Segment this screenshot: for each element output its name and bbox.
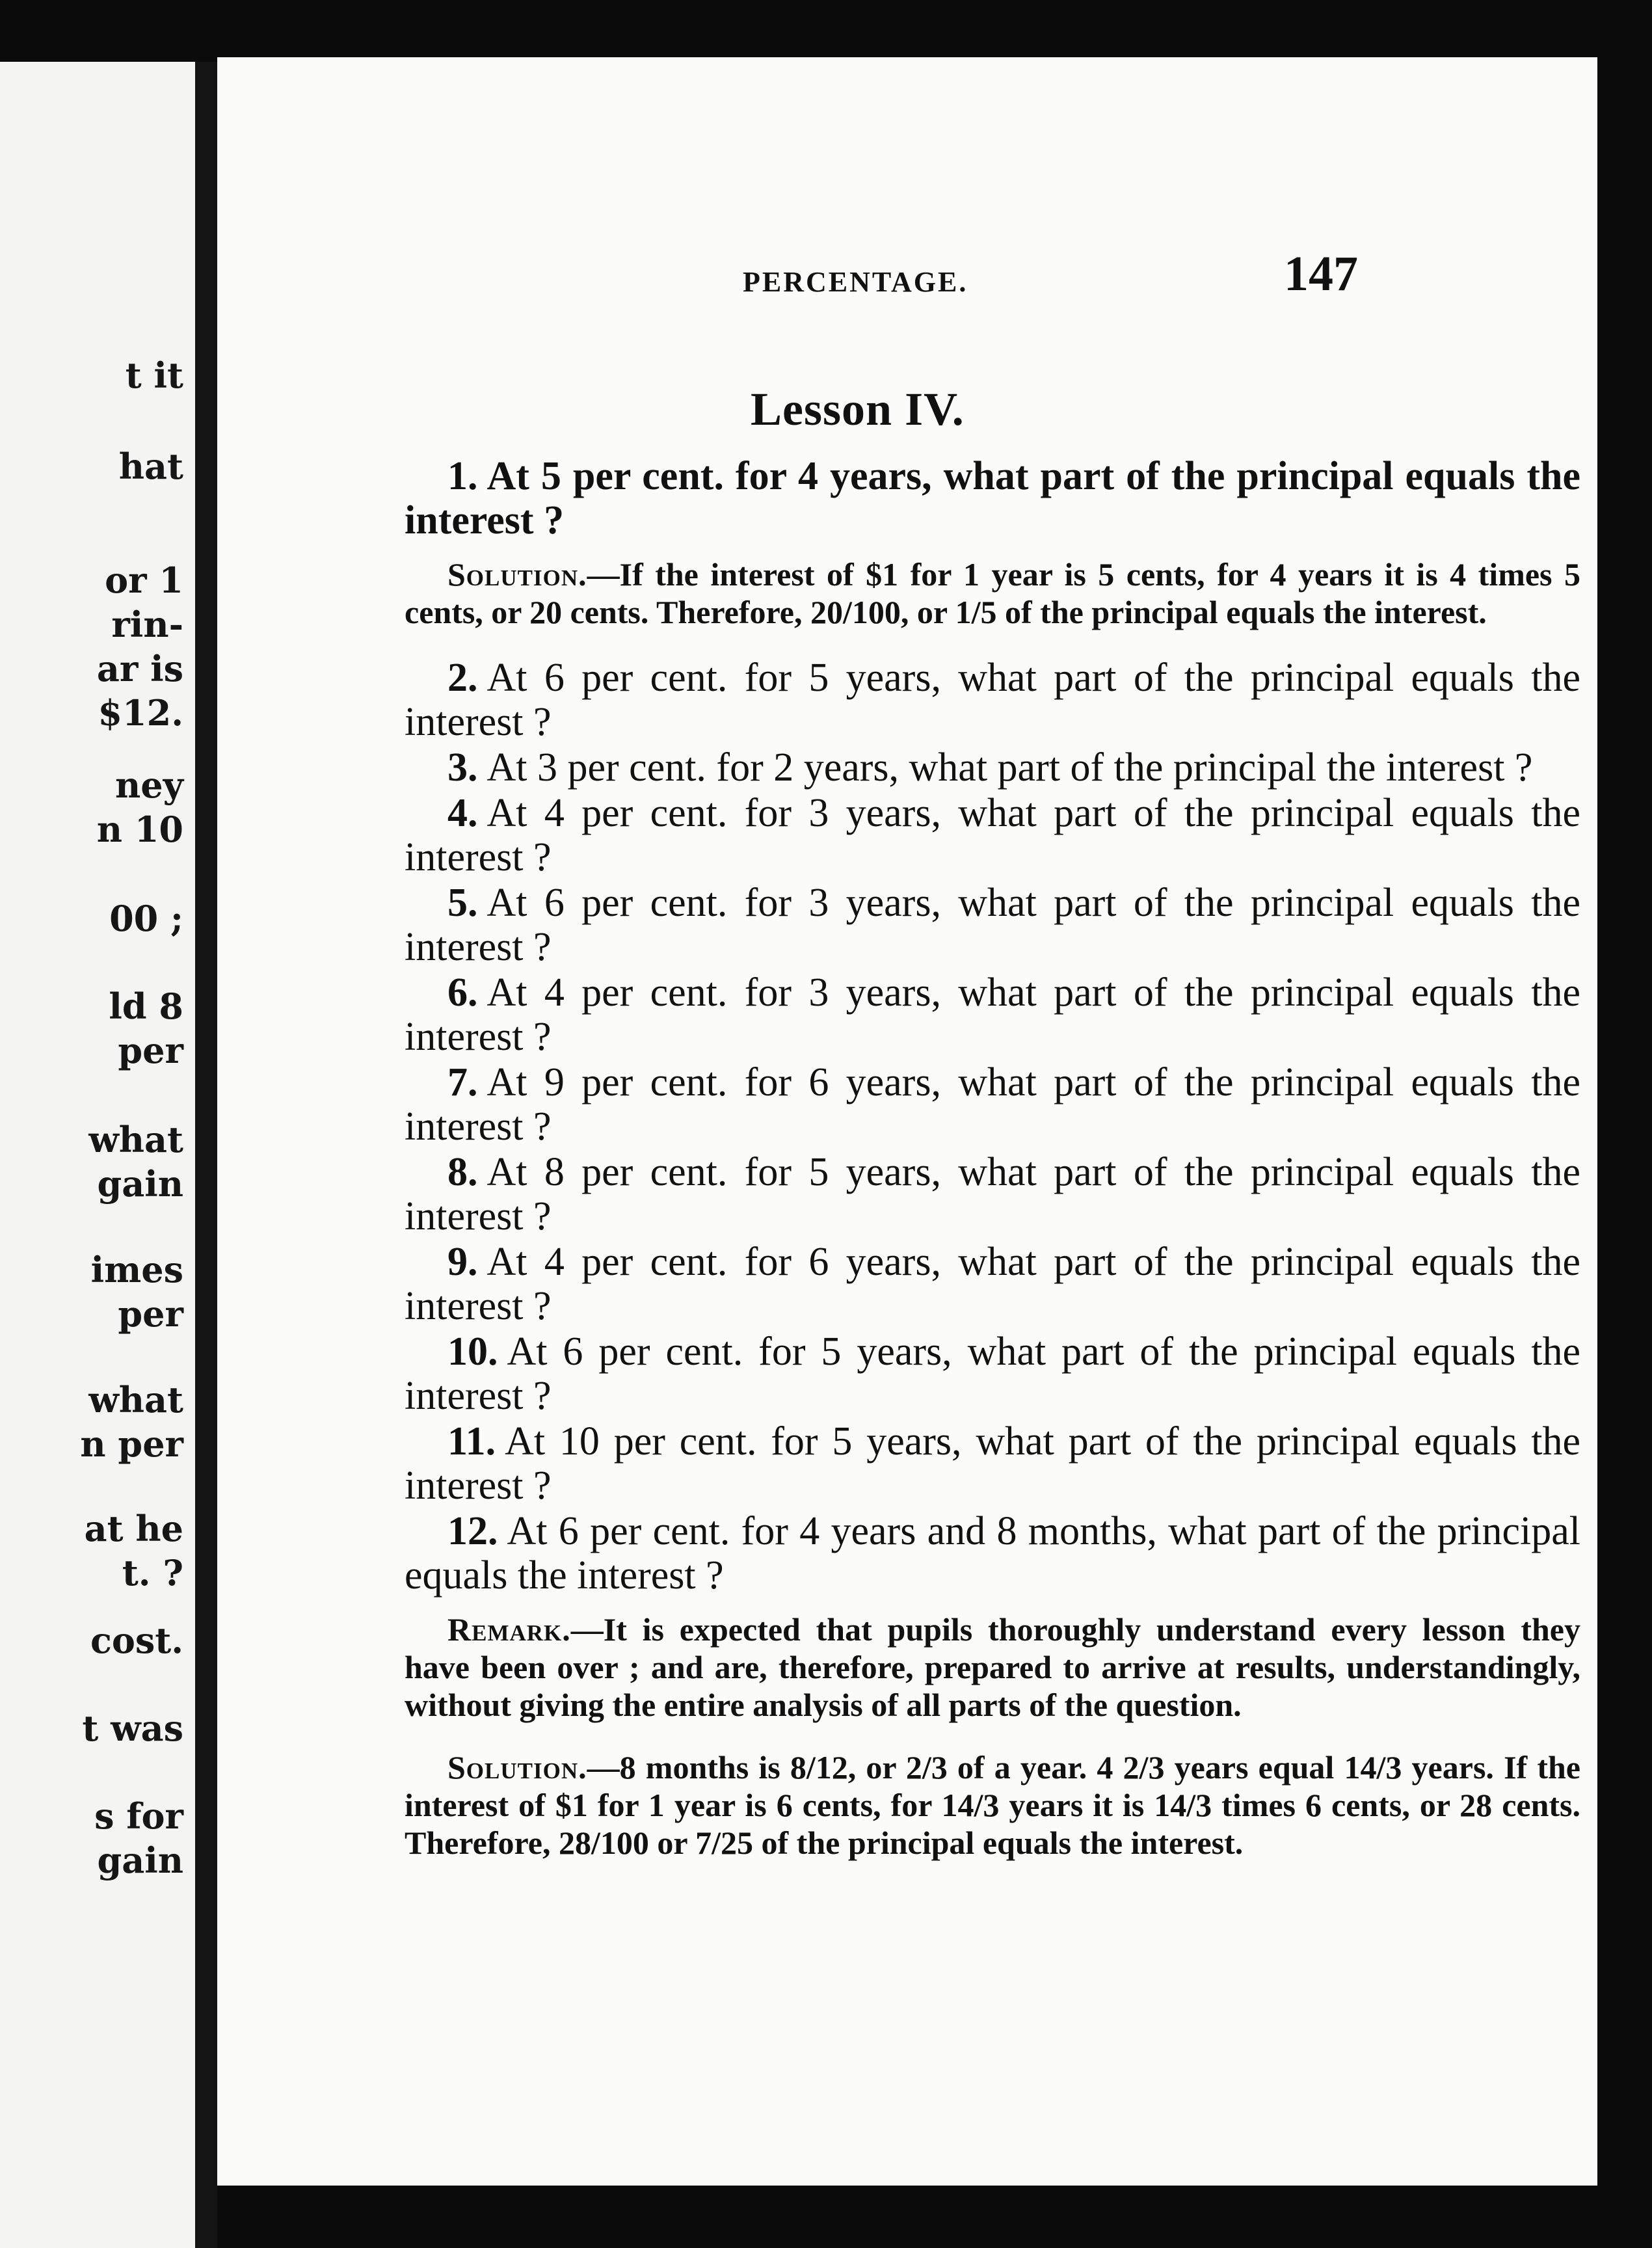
left-page-fragment: rin- xyxy=(111,604,183,645)
left-page-fragment: n per xyxy=(80,1423,183,1465)
left-page-fragment: 00 ; xyxy=(109,898,183,939)
question-text: At 4 per cent. for 3 years, what part of the principal equals the interest ? xyxy=(405,970,1580,1059)
question-5 xyxy=(405,881,1580,969)
left-page-fragment: cost. xyxy=(90,1620,183,1661)
question-number: 3. xyxy=(447,745,478,790)
left-page-fragment: imes xyxy=(90,1249,183,1291)
question-3 xyxy=(405,745,1580,790)
solution-1 xyxy=(405,555,1580,631)
question-8 xyxy=(405,1150,1580,1238)
question-4 xyxy=(405,791,1580,879)
running-head: PERCENTAGE. xyxy=(743,266,968,298)
left-page-fragment: ney xyxy=(115,764,183,806)
remark-text: —It is expected that pupils thoroughly understand every lesson they have been over ; and are, therefore, prepared to arrive at results, understandingly, without giving the entire analysis of all parts of the question. xyxy=(405,1611,1580,1723)
question-number: 8. xyxy=(447,1150,478,1194)
book-gutter xyxy=(195,62,217,2248)
left-page-fragment: or 1 xyxy=(105,559,183,601)
left-page-fragment: gain xyxy=(97,1163,183,1205)
remark xyxy=(405,1611,1580,1724)
left-page-fragment: per xyxy=(118,1293,183,1335)
left-facing-page xyxy=(0,62,195,2248)
question-10 xyxy=(405,1330,1580,1418)
left-page-fragment: $12. xyxy=(98,692,183,734)
question-6 xyxy=(405,970,1580,1059)
left-page-fragment: hat xyxy=(118,446,183,487)
question-text: At 9 per cent. for 6 years, what part of the principal equals the interest ? xyxy=(405,1060,1580,1149)
question-text: At 4 per cent. for 6 years, what part of the principal equals the interest ? xyxy=(405,1240,1580,1328)
left-page-fragment: at he xyxy=(84,1508,183,1549)
left-page-fragment: t it xyxy=(125,355,183,396)
question-text: At 6 per cent. for 5 years, what part of the principal equals the interest ? xyxy=(405,1330,1580,1418)
question-number: 11. xyxy=(447,1419,496,1464)
question-9 xyxy=(405,1240,1580,1328)
lesson-body xyxy=(405,454,1580,1886)
question-text: At 4 per cent. for 3 years, what part of the principal equals the interest ? xyxy=(405,791,1580,879)
question-number: 1. xyxy=(447,454,478,498)
solution-lead: Solution. xyxy=(447,1749,587,1786)
question-number: 12. xyxy=(447,1509,498,1553)
solution-2 xyxy=(405,1748,1580,1862)
remark-lead: Remark. xyxy=(447,1611,571,1648)
question-text: At 5 per cent. for 4 years, what part of the principal equals the interest ? xyxy=(405,454,1580,542)
left-page-fragment: ld 8 xyxy=(109,985,183,1027)
solution-text: —If the interest of $1 for 1 year is 5 cents, for 4 years it is 4 times 5 cents, or 20 cents. Therefore, 20/100, or 1/5 of the principal equals the interest. xyxy=(405,556,1580,630)
question-text: At 6 per cent. for 5 years, what part of the principal equals the interest ? xyxy=(405,656,1580,744)
left-page-fragment: ar is xyxy=(96,648,183,689)
left-page-fragment: gain xyxy=(97,1840,183,1881)
left-page-fragment: what xyxy=(88,1379,183,1421)
question-7 xyxy=(405,1060,1580,1149)
question-text: At 8 per cent. for 5 years, what part of the principal equals the interest ? xyxy=(405,1150,1580,1238)
page-number: 147 xyxy=(1284,247,1358,301)
left-page-fragment: t. ? xyxy=(122,1552,183,1594)
question-number: 4. xyxy=(447,791,478,835)
left-page-fragment: t was xyxy=(82,1707,183,1749)
question-text: At 6 per cent. for 3 years, what part of the principal equals the interest ? xyxy=(405,881,1580,969)
solution-text: —8 months is 8/12, or 2/3 of a year. 4 2/3 years equal 14/3 years. If the interest of $1 for 1 year is 6 cents, for 14/3 years it is 14/3 times 6 cents, or 28 cents. Therefore, 28/100 or 7/25 of the principal equals the interest. xyxy=(405,1749,1580,1861)
question-2 xyxy=(405,656,1580,744)
left-page-fragment: what xyxy=(88,1119,183,1160)
solution-lead: Solution. xyxy=(447,556,587,593)
question-number: 6. xyxy=(447,970,478,1015)
question-number: 10. xyxy=(447,1330,498,1374)
question-1 xyxy=(405,454,1580,542)
left-page-fragment: n 10 xyxy=(96,809,183,850)
question-text: At 3 per cent. for 2 years, what part of the principal the interest ? xyxy=(486,745,1533,790)
question-11 xyxy=(405,1419,1580,1508)
question-number: 7. xyxy=(447,1060,478,1104)
question-text: At 6 per cent. for 4 years and 8 months, what part of the principal equals the interest ? xyxy=(405,1509,1580,1598)
question-number: 2. xyxy=(447,656,478,700)
right-page xyxy=(217,57,1597,2186)
question-12 xyxy=(405,1509,1580,1598)
question-number: 5. xyxy=(447,881,478,925)
question-number: 9. xyxy=(447,1240,478,1284)
left-page-fragment: per xyxy=(118,1030,183,1071)
left-page-fragment: s for xyxy=(94,1795,183,1837)
question-text: At 10 per cent. for 5 years, what part of the principal equals the interest ? xyxy=(405,1419,1580,1508)
lesson-title: Lesson IV. xyxy=(751,383,965,435)
